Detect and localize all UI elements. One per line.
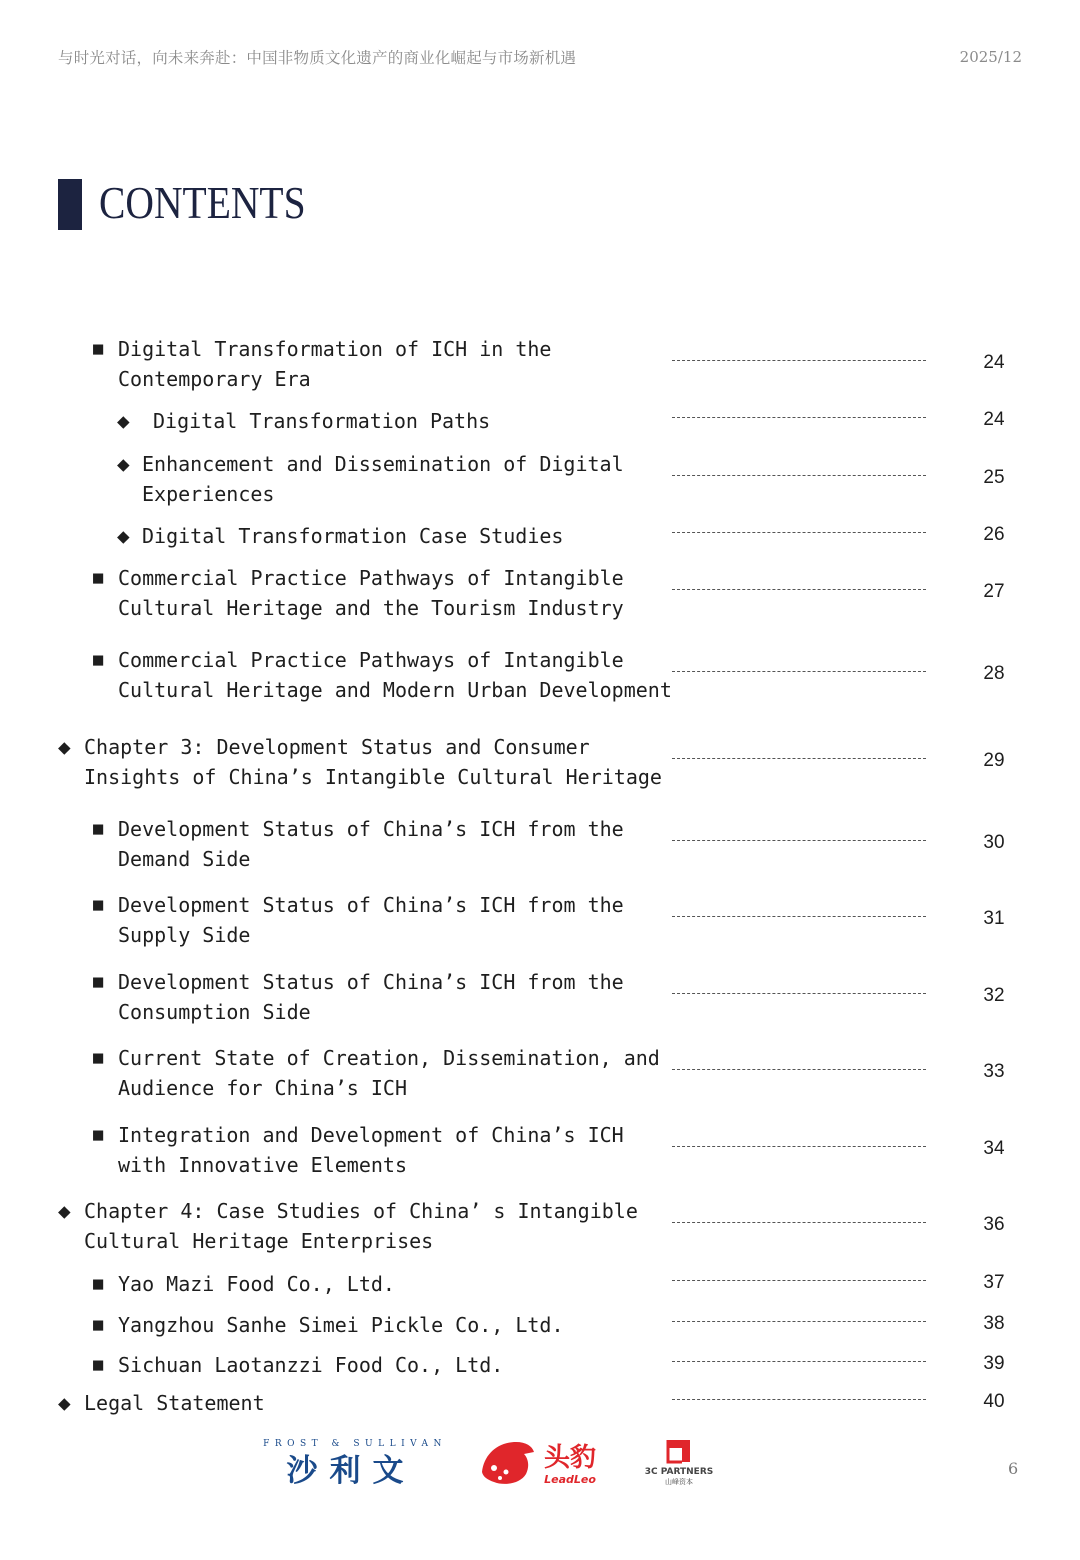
- 3c-partners-logo-text: 3C PARTNERS: [644, 1467, 714, 1477]
- toc-entry-title: Chapter 3: Development Status and Consumer: [84, 735, 590, 759]
- 3c-partners-logo: [642, 1438, 716, 1486]
- toc-entry[interactable]: [0, 1120, 1080, 1180]
- toc-entry-title: Enhancement and Dissemination of Digital: [142, 452, 624, 476]
- toc-entry[interactable]: [0, 406, 1080, 436]
- toc-entry-title: Audience for China’s ICH: [118, 1076, 407, 1100]
- square-bullet-icon: ■: [93, 568, 104, 588]
- toc-leader-line: [672, 1361, 926, 1362]
- toc-entry-title: Digital Transformation Case Studies: [142, 524, 564, 548]
- toc-page-number: 31: [983, 908, 1005, 929]
- toc-entry[interactable]: [0, 1269, 1080, 1299]
- toc-leader-line: [672, 532, 926, 533]
- toc-page-number: 38: [983, 1313, 1005, 1334]
- diamond-bullet-icon: ◆: [117, 452, 130, 476]
- toc-entry-title: Cultural Heritage and Modern Urban Development: [118, 678, 672, 702]
- diamond-bullet-icon: ◆: [58, 1199, 71, 1223]
- 3c-partners-logo-cn: 山峰资本: [665, 1478, 693, 1486]
- toc-entry-title: with Innovative Elements: [118, 1153, 407, 1177]
- square-bullet-icon: ■: [93, 339, 104, 359]
- toc-leader-line: [672, 840, 926, 841]
- toc-entry-title: Development Status of China’s ICH from the: [118, 893, 624, 917]
- toc-entry-title: Integration and Development of China’s ICH: [118, 1123, 624, 1147]
- toc-entry[interactable]: [0, 1388, 1080, 1418]
- toc-entry-title: Experiences: [142, 482, 275, 506]
- square-bullet-icon: ■: [93, 1315, 104, 1335]
- toc-page-number: 33: [983, 1061, 1005, 1082]
- toc-page-number: 37: [983, 1272, 1005, 1293]
- toc-entry-title: Yangzhou Sanhe Simei Pickle Co., Ltd.: [118, 1313, 564, 1337]
- toc-entry-title: Demand Side: [118, 847, 251, 871]
- toc-leader-line: [672, 589, 926, 590]
- report-title: 与时光对话，向未来奔赴：中国非物质文化遗产的商业化崛起与市场新机遇: [58, 49, 577, 67]
- toc-page-number: 24: [983, 352, 1005, 373]
- toc-entry-title: Legal Statement: [84, 1391, 265, 1415]
- leadleo-logo: [480, 1436, 604, 1490]
- toc-leader-line: [672, 671, 926, 672]
- toc-entry[interactable]: [0, 334, 1080, 394]
- contents-accent-bar: [58, 179, 82, 230]
- toc-page-number: 36: [983, 1214, 1005, 1235]
- toc-entry-title: Consumption Side: [118, 1000, 311, 1024]
- diamond-bullet-icon: ◆: [117, 524, 130, 548]
- toc-entry-title: Supply Side: [118, 923, 251, 947]
- square-bullet-icon: ■: [93, 1274, 104, 1294]
- toc-entry-title: Commercial Practice Pathways of Intangible: [118, 566, 624, 590]
- toc-entry-title: Cultural Heritage Enterprises: [84, 1229, 434, 1253]
- toc-entry[interactable]: [0, 890, 1080, 950]
- contents-heading: CONTENTS: [99, 177, 306, 228]
- toc-page-number: 24: [983, 409, 1005, 430]
- toc-leader-line: [672, 1146, 926, 1147]
- toc-page-number: 27: [983, 581, 1005, 602]
- toc-leader-line: [672, 993, 926, 994]
- toc-page-number: 26: [983, 524, 1005, 545]
- toc-page-number: 32: [983, 985, 1005, 1006]
- toc-entry[interactable]: [0, 1350, 1080, 1380]
- toc-page-number: 25: [983, 467, 1005, 488]
- toc-leader-line: [672, 1399, 926, 1400]
- toc-entry-title: Digital Transformation Paths: [153, 409, 491, 433]
- toc-page-number: 39: [983, 1353, 1005, 1374]
- toc-entry-title: Digital Transformation of ICH in the: [118, 337, 552, 361]
- toc-entry-title: Chapter 4: Case Studies of China’ s Intangible: [84, 1199, 638, 1223]
- toc-leader-line: [672, 1222, 926, 1223]
- toc-entry[interactable]: [0, 449, 1080, 509]
- toc-leader-line: [672, 916, 926, 917]
- frost-sullivan-logo-text: FROST & SULLIVAN: [263, 1439, 447, 1449]
- toc-page-number: 29: [983, 750, 1005, 771]
- toc-page-number: 40: [983, 1391, 1005, 1412]
- diamond-bullet-icon: ◆: [117, 409, 130, 433]
- leadleo-logo-cn: 头豹: [543, 1443, 597, 1473]
- square-bullet-icon: ■: [93, 819, 104, 839]
- page-number: 6: [1008, 1459, 1019, 1478]
- toc-entry[interactable]: [0, 1196, 1080, 1256]
- toc-entry-title: Cultural Heritage and the Tourism Industry: [118, 596, 624, 620]
- diamond-bullet-icon: ◆: [58, 1391, 71, 1415]
- square-bullet-icon: ■: [93, 1048, 104, 1068]
- toc-entry-title: Development Status of China’s ICH from the: [118, 970, 624, 994]
- toc-entry[interactable]: [0, 732, 1080, 792]
- toc-leader-line: [672, 1069, 926, 1070]
- toc-entry[interactable]: [0, 645, 1080, 705]
- toc-page-number: 28: [983, 663, 1005, 684]
- toc-leader-line: [672, 475, 926, 476]
- toc-entry[interactable]: [0, 1310, 1080, 1340]
- toc-leader-line: [672, 758, 926, 759]
- diamond-bullet-icon: ◆: [58, 735, 71, 759]
- frost-sullivan-logo-cn: 沙利文: [286, 1453, 416, 1488]
- toc-leader-line: [672, 1321, 926, 1322]
- toc-entry-title: Insights of China’s Intangible Cultural Heritage: [84, 765, 662, 789]
- toc-page-number: 30: [983, 832, 1005, 853]
- toc-entry-title: Development Status of China’s ICH from the: [118, 817, 624, 841]
- toc-leader-line: [672, 417, 926, 418]
- report-date: 2025/12: [959, 48, 1022, 66]
- square-bullet-icon: ■: [93, 650, 104, 670]
- toc-leader-line: [672, 360, 926, 361]
- toc-page-number: 34: [983, 1138, 1005, 1159]
- toc-entry[interactable]: [0, 814, 1080, 874]
- toc-entry[interactable]: [0, 1043, 1080, 1103]
- square-bullet-icon: ■: [93, 895, 104, 915]
- toc-entry-title: Current State of Creation, Dissemination, and: [118, 1046, 660, 1070]
- toc-entry[interactable]: [0, 563, 1080, 623]
- square-bullet-icon: ■: [93, 1355, 104, 1375]
- toc-entry-title: Contemporary Era: [118, 367, 311, 391]
- toc-entry[interactable]: [0, 967, 1080, 1027]
- square-bullet-icon: ■: [93, 972, 104, 992]
- square-bullet-icon: ■: [93, 1125, 104, 1145]
- toc-entry-title: Sichuan Laotanzzi Food Co., Ltd.: [118, 1353, 504, 1377]
- toc-entry-title: Commercial Practice Pathways of Intangible: [118, 648, 624, 672]
- leadleo-logo-en: LeadLeo: [544, 1473, 596, 1486]
- toc-entry[interactable]: [0, 521, 1080, 551]
- frost-sullivan-logo: [258, 1436, 452, 1488]
- toc-leader-line: [672, 1280, 926, 1281]
- toc-entry-title: Yao Mazi Food Co., Ltd.: [118, 1272, 395, 1296]
